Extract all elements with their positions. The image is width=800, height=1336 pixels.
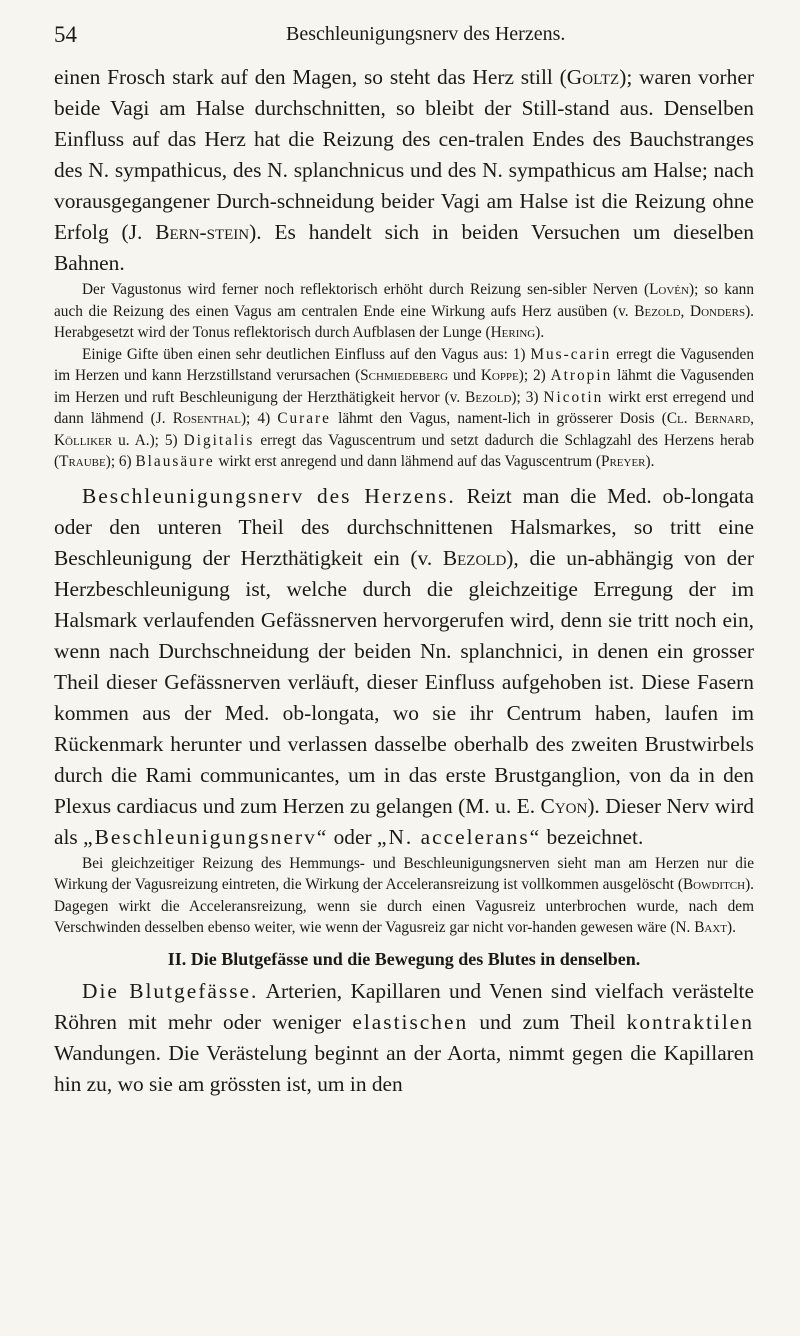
author-name: Rosenthal (172, 410, 241, 427)
author-name: Schmiedeberg (360, 367, 449, 384)
author-name: Bezold, Donders (634, 302, 746, 320)
note-poisons: Einige Gifte üben einen sehr deutlichen Einfluss auf den Vagus aus: 1) Mus-carin erregt die Vagusenden im Herzen und kann Herzstillstand verursachen (Schmiedeberg und Koppe); 2) Atropin lähmt die Vagusenden im Herzen und ruft Beschleunigung der Herzthätigkeit hervor (v. Bezold); 3) Nicotin wirkt erst erregend und dann lähmend (J. Rosenthal); 4) Curare lähmt den Vagus, nament-lich in grösserer Dosis (Cl. Bernard, Kölliker u. A.); 5) Digitalis erregt das Vaguscentrum und setzt dadurch die Schlagzahl des Herzens herab (Traube); 6) Blausäure wirkt erst anregend und dann lähmend auf das Vaguscentrum (Preyer). (54, 345, 755, 470)
paragraph-heading: Beschleunigungsnerv des Herzens. (82, 483, 456, 508)
note-vagustonus: Der Vagustonus wird ferner noch reflektorisch erhöht durch Reizung sen-sibler Nerven (Lovén); so kann auch die Reizung des einen Vagus am centralen Ende eine Wirkung aufs Herz ausüben (v. Bezold, Donders). Herabgesetzt wird der Tonus reflektorisch durch Aufblasen der Lunge (Hering). (54, 281, 754, 341)
author-name: Bezold (442, 545, 507, 570)
author-name: Preyer (600, 453, 646, 470)
author-name: Cyon (540, 793, 588, 818)
paragraph-frog-experiment: einen Frosch stark auf den Magen, so steht das Herz still (Goltz); waren vorher beide Vagi am Halse durchschnitten, so bleibt der Still-stand aus. Denselben Einfluss auf das Herz hat die Reizung des cen-tralen Endes des Bauchstranges des N. sympathicus, des N. splanchnicus und des N. sympathicus am Halse; nach vorausgegangener Durch-schneidung beider Vagi am Halse ist die Reizung ohne Erfolg (J. Bern-stein). Es handelt sich in beiden Versuchen um dieselben Bahnen. (54, 65, 754, 275)
author-name: Koppe (480, 367, 519, 384)
note-simultaneous-stimulation: Bei gleichzeitiger Reizung des Hemmungs- und Beschleunigungsnerven sieht man am Herzen nur die Wirkung der Vagusreizung eintreten, die Wirkung der Acceleransreizung ist vollkommen ausgelöscht (Bowditch). Dagegen wirkt die Acceleransreizung, wenn sie durch einen Vagusreiz unterbrochen wurde, nach dem Verschwinden desselben ebenso weiter, wie wenn der Vagusreiz gar nicht vor-handen gewesen wäre (N. Baxt). (54, 854, 754, 936)
poison-term: Mus-carin (530, 345, 612, 363)
section-heading: II. Die Blutgefässe und die Bewegung des Blutes in denselben. (167, 948, 641, 969)
page-number: 54 (54, 22, 77, 47)
author-name: Hering (490, 324, 536, 341)
author-name: Bowditch (682, 876, 746, 893)
term: „N. accelerans“ (376, 824, 542, 849)
author-name: Goltz (566, 65, 620, 89)
running-title: Beschleunigungsnerv des Herzens. (286, 23, 566, 45)
term: „Beschleunigungsnerv“ (83, 824, 329, 849)
paragraph-heading: Die Blutgefässe. (82, 978, 259, 1003)
poison-term: Digitalis (183, 431, 255, 449)
running-head (54, 22, 754, 56)
author-name: Cl. Bernard, Kölliker (54, 410, 754, 449)
poison-term: Curare (277, 410, 331, 427)
author-name: Baxt (694, 919, 727, 936)
poison-term: Nicotin (543, 388, 604, 406)
term: kontraktilen (626, 1009, 755, 1034)
poison-term: Atropin (550, 367, 613, 384)
author-name: Traube (59, 453, 106, 470)
book-page (54, 22, 754, 1100)
paragraph-blood-vessels: Die Blutgefässe. Arterien, Kapillaren und Venen sind vielfach verästelte Röhren mit mehr oder weniger elastischen und zum Theil kontraktilen Wandungen. Die Verästelung beginnt an der Aorta, nimmt gegen die Kapillaren hin zu, wo sie am grössten ist, um in den (54, 978, 755, 1096)
author-name: Lovén (649, 281, 689, 298)
paragraph-accelerator-nerve: Beschleunigungsnerv des Herzens. Reizt man die Med. ob-longata oder den unteren Theil des durchschnittenen Halsmarkes, so tritt eine Beschleunigung der Herzthätigkeit ein (v. Bezold), die un-abhängig von der Herzbeschleunigung ist, welche durch die gleichzeitige Erregung der im Halsmark verlaufenden Gefässnerven hervorgerufen wird, denn sie tritt noch ein, wenn nach Durchschneidung der beiden Nn. splanchnici, in denen ein grosser Theil dieser Gefässnerven verläuft, dieser Einfluss aufgehoben ist. Diese Fasern kommen aus der Med. ob-longata, wo sie ihr Centrum haben, laufen im Rückenmark herunter und verlassen dasselbe oberhalb des zweiten Brustwirbels durch die Rami communicantes, um in das erste Brustganglion, von da in den Plexus cardiacus und zum Herzen zu gelangen (M. u. E. Cyon). Dieser Nerv wird als „Beschleunigungsnerv“ oder „N. accelerans“ bezeichnet. (54, 483, 754, 849)
author-name: Bezold (465, 388, 512, 406)
poison-term: Blausäure (135, 453, 215, 470)
term: elastischen (352, 1009, 469, 1034)
author-name: Bern-stein (155, 220, 250, 244)
